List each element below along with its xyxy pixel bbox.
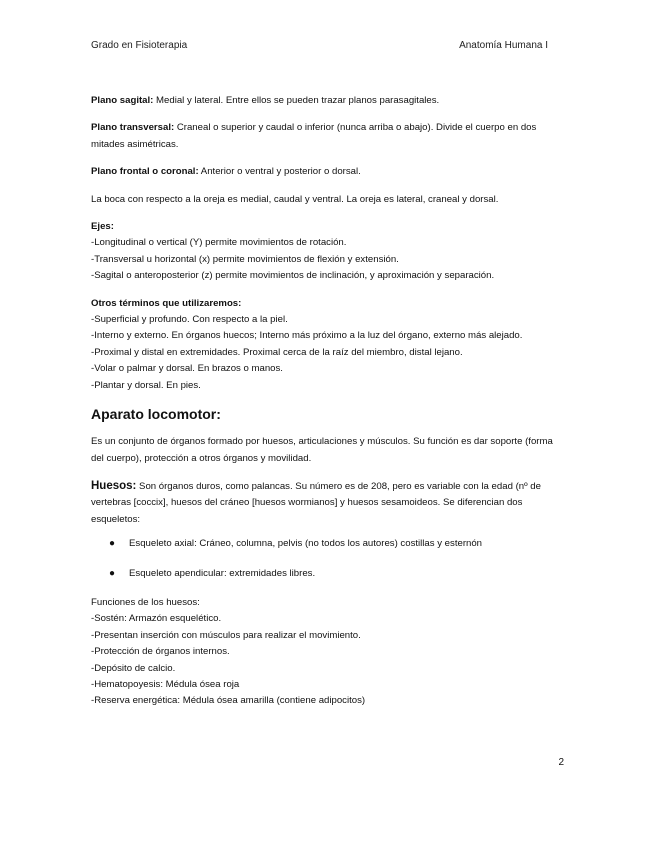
bullet-icon: ● [109,567,116,579]
bullet-text: Esqueleto apendicular: extremidades libres. [129,567,316,579]
list-item: -Longitudinal o vertical (Y) permite movimientos de rotación. [91,237,347,249]
paragraph-plano-sagital [91,93,556,109]
header-left: Grado en Fisioterapia [91,40,188,51]
ejes-block [91,219,556,285]
plano-sagital-label: Plano sagital: [91,95,154,106]
funciones-title: Funciones de los huesos: [91,596,200,608]
paragraph-aparato-intro: Es un conjunto de órganos formado por huesos, articulaciones y músculos. Su función es dar soporte (forma del cuerpo), protección a otros órganos y movilidad. [91,436,553,464]
list-item: -Plantar y dorsal. En pies. [91,379,201,391]
plano-sagital-text: Medial y lateral. Entre ellos se pueden trazar planos parasagitales. [153,95,440,106]
plano-frontal-label: Plano frontal o coronal: [91,166,199,178]
huesos-text: Son órganos duros, como palancas. Su número es de 208, pero es variable con la edad (nº de vertebras [coccix], huesos del cráneo [huesos wormianos] y huesos sesamoideos. Se diferencian dos esqueletos: [91,480,541,525]
list-item: -Transversal u horizontal (x) permite movimientos de flexión y extensión. [91,253,399,265]
plano-frontal-text: Anterior o ventral y posterior o dorsal. [198,166,361,178]
paragraph-boca: La boca con respecto a la oreja es medial, caudal y ventral. La oreja es lateral, craneal y dorsal. [91,193,499,205]
list-item: -Protección de órganos internos. [91,646,230,658]
bullet-text: Esqueleto axial: Cráneo, columna, pelvis (no todos los autores) costillas y esternón [129,538,483,550]
list-item: -Hematopoyesis: Médula ósea roja [91,678,240,690]
bullet-icon: ● [109,538,116,550]
otros-terminos-title: Otros términos que utilizaremos: [91,297,242,309]
list-item: -Interno y externo. En órganos huecos; Interno más próximo a la luz del órgano, externo más alejado. [91,330,523,342]
list-item: -Presentan inserción con músculos para realizar el movimiento. [91,629,361,641]
ejes-title: Ejes: [91,221,114,233]
esqueletos-list [91,536,556,582]
huesos-label: Huesos: [91,479,137,492]
header-right: Anatomía Humana I [459,40,548,51]
list-item: -Reserva energética: Médula ósea amarilla (contiene adipocitos) [91,695,366,707]
plano-transversal-label: Plano transversal: [91,122,175,134]
list-item: -Depósito de calcio. [91,662,176,674]
list-item: -Sagital o anteroposterior (z) permite movimientos de inclinación, y aproximación y separación. [91,270,495,282]
page-number: 2 [558,757,564,768]
list-item: -Superficial y profundo. Con respecto a la piel. [91,314,288,326]
funciones-block [91,595,556,710]
list-item: -Volar o palmar y dorsal. En brazos o manos. [91,363,283,375]
list-item: -Sostén: Armazón esquelético. [91,613,222,625]
list-item [91,536,556,552]
document-body [91,93,556,721]
section-heading-aparato-locomotor: Aparato locomotor: [91,406,221,423]
paragraph-plano-transversal [91,120,556,153]
plano-transversal-text: Craneal o superior y caudal o inferior (nunca arriba o abajo). Divide el cuerpo en dos mitades asimétricas. [91,122,537,150]
otros-terminos-block [91,296,556,394]
paragraph-huesos [91,478,556,528]
list-item: -Proximal y distal en extremidades. Proximal cerca de la raíz del miembro, distal lejano. [91,346,463,358]
paragraph-plano-frontal [91,164,556,180]
list-item [91,566,556,582]
